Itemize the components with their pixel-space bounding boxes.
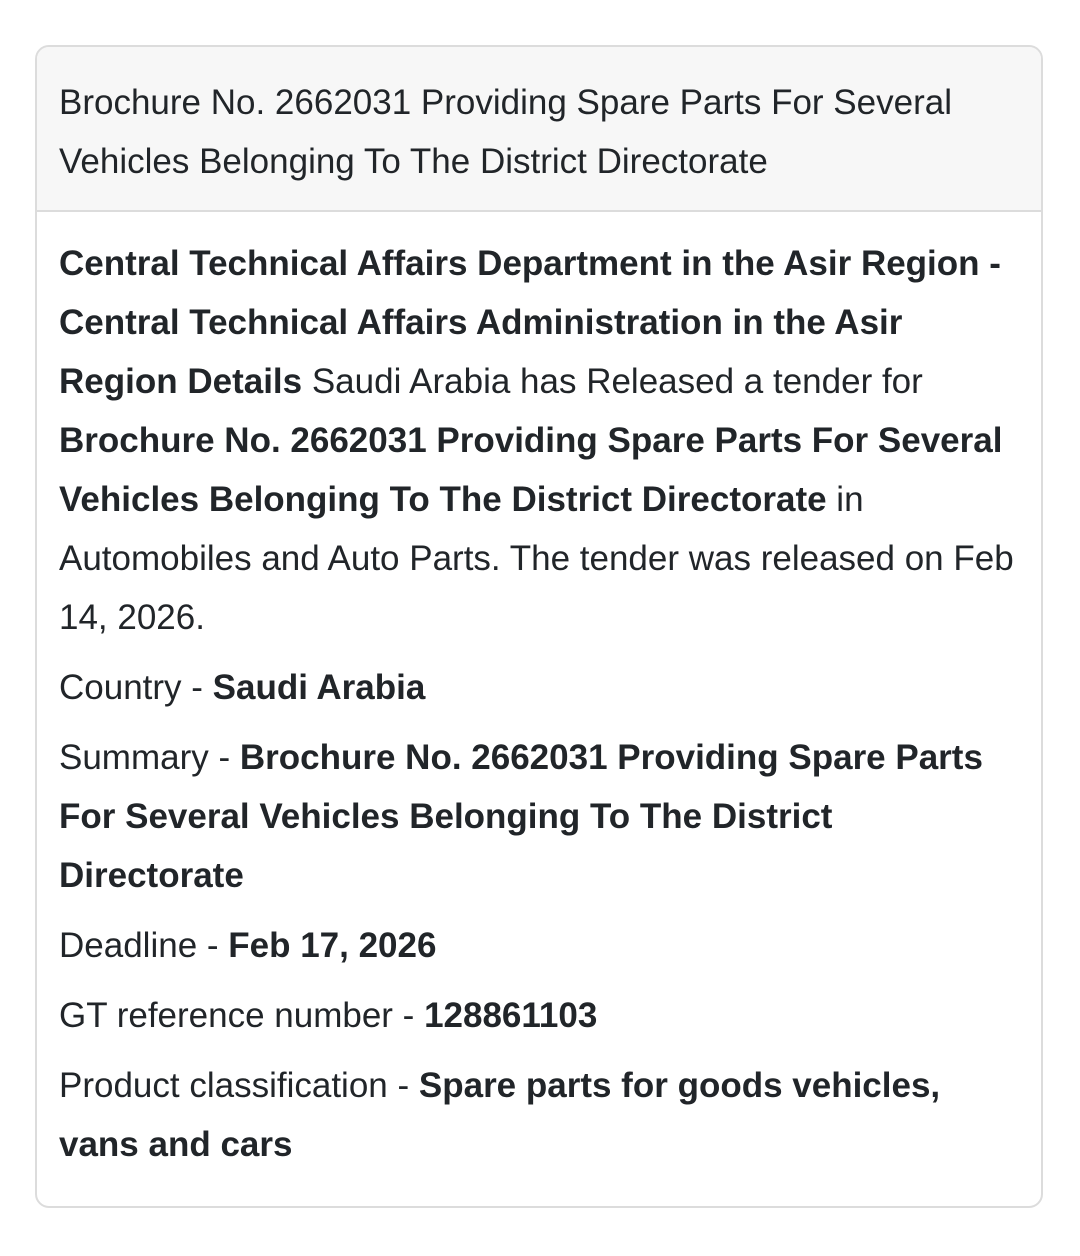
field-gt-reference <box>59 986 1019 1045</box>
field-label: GT reference number - <box>59 996 425 1035</box>
field-country <box>59 658 1019 717</box>
tender-title[interactable]: Brochure No. 2662031 Providing Spare Parts For Several Vehicles Belonging To The District Directorate <box>37 47 1041 212</box>
field-value: Saudi Arabia <box>212 668 426 707</box>
tender-title-inline: Brochure No. 2662031 Providing Spare Parts For Several Vehicles Belonging To The District Directorate <box>59 421 1003 519</box>
description-text: Saudi Arabia has Released a tender for <box>302 362 923 401</box>
tender-body <box>37 212 1041 1174</box>
organization-name: Central Technical Affairs Department in the Asir Region - Central Technical Affairs Administration in the Asir Region Details <box>59 244 1001 401</box>
tender-description <box>59 234 1019 647</box>
tender-card <box>35 45 1043 1208</box>
description-text-end: in Automobiles and Auto Parts. The tender was released on Feb 14, 2026. <box>59 480 1014 637</box>
field-summary <box>59 728 1019 905</box>
field-value: Brochure No. 2662031 Providing Spare Parts For Several Vehicles Belonging To The District Directorate <box>59 738 983 895</box>
field-deadline <box>59 916 1019 975</box>
field-label: Deadline - <box>59 926 229 965</box>
field-label: Summary - <box>59 738 240 777</box>
field-label: Country - <box>59 668 213 707</box>
field-label: Product classification - <box>59 1066 419 1105</box>
field-value: Feb 17, 2026 <box>228 926 437 965</box>
field-product-classification <box>59 1056 1019 1174</box>
field-value: 128861103 <box>424 996 598 1035</box>
field-value: Spare parts for goods vehicles, vans and cars <box>59 1066 941 1164</box>
